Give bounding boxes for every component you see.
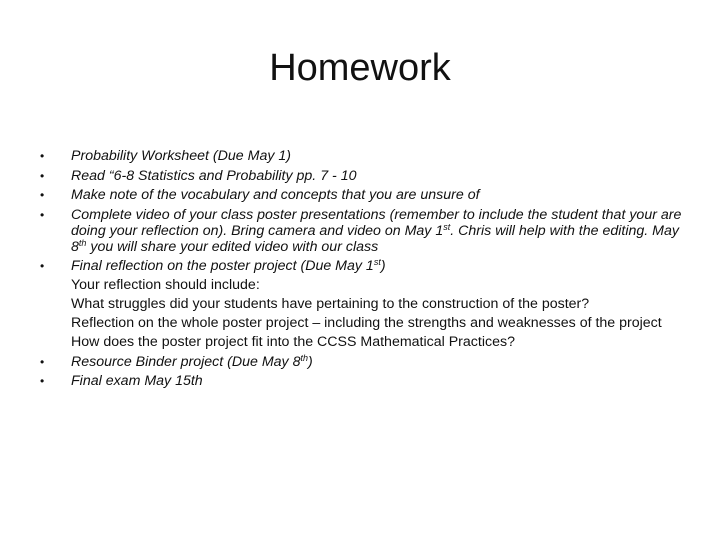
item-text-part: ) xyxy=(380,258,386,274)
reflection-line: What struggles did your students have pertaining to the construction of the poster? xyxy=(71,296,590,312)
item-text: Read “6-8 Statistics and Probability pp. 7 - 10 xyxy=(71,167,357,184)
item-text xyxy=(71,258,386,274)
ordinal-suffix: th xyxy=(78,237,87,248)
list-item-binder xyxy=(40,354,690,370)
homework-list xyxy=(40,148,690,393)
bullet-icon: • xyxy=(40,168,45,183)
reflection-line: How does the poster project fit into the CCSS Mathematical Practices? xyxy=(71,334,515,350)
item-text-part: Complete video of your class poster presentations (remember to include the student that your are doing your reflection on). Bring camera and video on May 1 xyxy=(71,206,682,239)
item-text xyxy=(71,207,681,255)
item-text-part: ) xyxy=(307,353,313,370)
item-text: Make note of the vocabulary and concepts that you are unsure of xyxy=(71,187,480,203)
item-text: Final exam May 15th xyxy=(71,373,203,389)
bullet-icon: • xyxy=(40,207,45,222)
item-text xyxy=(71,354,313,370)
list-item-final-exam xyxy=(40,373,690,389)
ordinal-suffix: st xyxy=(373,257,381,267)
list-item-reflection xyxy=(40,258,690,350)
item-text-part: you will share your edited video with our class xyxy=(86,238,379,255)
ordinal-suffix: st xyxy=(443,221,451,232)
list-item-vocabulary xyxy=(40,187,690,203)
item-text: Probability Worksheet (Due May 1) xyxy=(71,148,291,164)
reflection-line: Your reflection should include: xyxy=(71,277,260,293)
bullet-icon: • xyxy=(40,354,45,369)
list-item-reading xyxy=(40,168,690,184)
reflection-details xyxy=(71,277,690,350)
bullet-icon: • xyxy=(40,188,45,202)
list-item-video xyxy=(40,207,690,255)
bullet-icon: • xyxy=(40,374,45,388)
ordinal-suffix: th xyxy=(300,352,308,363)
reflection-line: Reflection on the whole poster project – including the strengths and weaknesses of the project xyxy=(71,315,662,331)
item-text-part: . Chris will help with the editing. May 8 xyxy=(71,222,679,255)
item-text-part: Final reflection on the poster project (Due May 1 xyxy=(71,258,374,274)
item-text-part: Resource Binder project (Due May 8 xyxy=(71,353,301,370)
bullet-icon: • xyxy=(40,149,45,163)
bullet-icon: • xyxy=(40,259,45,273)
list-item-worksheet xyxy=(40,148,690,164)
slide-title: Homework xyxy=(269,47,451,89)
